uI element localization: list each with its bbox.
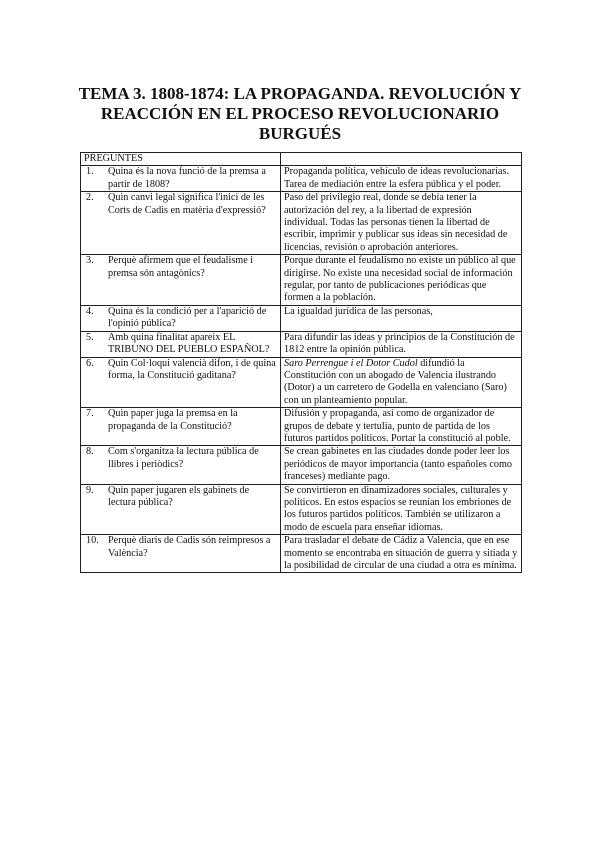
- answer-cell: [281, 357, 522, 408]
- question-cell: [81, 446, 281, 484]
- question-number: 2.: [86, 192, 94, 204]
- question-number: 1.: [86, 166, 94, 178]
- question-text: Quin paper juga la premsa en la propaganda de la Constitució?: [108, 408, 238, 432]
- answer-text: Se convirtieron en dinamizadores sociales, culturales y políticos. En estos espacios se reunían los embriones de los futuros partidos políticos. También se utilizaron a modo de escuela para enseñar idiomas.: [284, 484, 512, 533]
- question-cell: [81, 535, 281, 573]
- question-text: Perquè afirmem que el feudalisme i premsa són antagònics?: [108, 255, 254, 279]
- table-row: [81, 446, 522, 484]
- table-row: [81, 408, 522, 446]
- question-text: Perquè diaris de Cadis són reimpresos a València?: [108, 535, 271, 559]
- answer-text: Propaganda política, vehículo de ideas revolucionarias. Tarea de mediación entre la esfera pública y el poder.: [284, 166, 509, 190]
- question-text: Quin canvi legal significa l'inici de les Corts de Cadis en matèria d'expressió?: [108, 192, 266, 216]
- page-title: TEMA 3. 1808-1874: LA PROPAGANDA. REVOLUCIÓN Y REACCIÓN EN EL PROCESO REVOLUCIONARIO BURGUÉS: [78, 84, 522, 143]
- answer-cell: [281, 484, 522, 535]
- question-cell: [81, 357, 281, 408]
- answer-text: Difusión y propaganda, así como de organizador de grupos de debate y tertulia, punto de partida de los futuros partidos políticos. Portar la constitució al poble.: [284, 408, 511, 444]
- question-text: Quin paper jugaren els gabinets de lectura pública?: [108, 484, 250, 508]
- header-answers: [281, 153, 522, 166]
- answer-text: Para trasladar el debate de Cádiz a Valencia, que en ese momento se encontraba en situación de guerra y sitiada y la posibilidad de circular de una ciudad a otra es mínima.: [284, 535, 518, 571]
- table-row: [81, 305, 522, 331]
- question-number: 3.: [86, 255, 94, 267]
- question-text: Amb quina finalitat apareix EL TRIBUNO DEL PUEBLO ESPAÑOL?: [108, 331, 270, 356]
- question-cell: [81, 331, 281, 357]
- answer-cell: [281, 535, 522, 573]
- question-number: 9.: [86, 484, 94, 496]
- answer-text: Porque durante el feudalismo no existe un público al que dirigirse. No existe una necesidad social de información regular, por tanto de publicaciones periódicas que formen a la población.: [284, 255, 516, 304]
- table-header-row: [81, 153, 522, 166]
- question-text: Quina és la nova funció de la premsa a partir de 1808?: [108, 166, 266, 190]
- answer-cell: [281, 408, 522, 446]
- answer-cell: [281, 331, 522, 357]
- table-row: [81, 192, 522, 255]
- answer-cell: [281, 446, 522, 484]
- table-row: [81, 484, 522, 535]
- answer-italic-title: Saro Perrengue i el Dotor Cudol: [284, 357, 418, 369]
- questions-table: [80, 152, 522, 573]
- question-text: Quin Col·loqui valencià difon, i de quina forma, la Constitució gaditana?: [108, 357, 276, 381]
- question-number: 5.: [86, 331, 94, 343]
- question-number: 8.: [86, 446, 94, 458]
- answer-text: Paso del privilegio real, donde se debía tener la autorización del rey, a la libertad de expresión individual. Todas las personas tienen la libertad de escribir, imprimir y publicar sus ideas sin necesidad de licencias, revisión o aprobación anteriores.: [284, 192, 508, 253]
- answer-cell: [281, 305, 522, 331]
- answer-cell: [281, 255, 522, 306]
- answer-text: Se crean gabinetes en las ciudades donde poder leer los periódicos de mayor importancia (tanto españoles como franceses) mediante pago.: [284, 446, 513, 483]
- answer-text: La igualdad jurídica de las personas,: [284, 305, 433, 317]
- table-row: [81, 357, 522, 408]
- question-cell: [81, 408, 281, 446]
- answer-cell: [281, 192, 522, 255]
- table-row: [81, 331, 522, 357]
- answer-cell: [281, 166, 522, 192]
- answer-text: difundió la Constitución con un abogado de Valencia ilustrando (Dotor) a un carretero de Godella en valenciano (Saro) con un planteamiento popular.: [284, 357, 507, 406]
- question-number: 7.: [86, 408, 94, 420]
- question-text: Com s'organitza la lectura pública de llibres i periòdics?: [108, 446, 259, 470]
- question-number: 4.: [86, 305, 94, 317]
- header-questions: PREGUNTES: [81, 153, 281, 166]
- question-cell: [81, 484, 281, 535]
- table-row: [81, 166, 522, 192]
- question-cell: [81, 255, 281, 306]
- question-number: 10.: [86, 535, 99, 547]
- question-cell: [81, 192, 281, 255]
- table-row: [81, 255, 522, 306]
- question-cell: [81, 166, 281, 192]
- question-text: Quina és la condició per a l'aparició de l'opinió pública?: [108, 305, 267, 330]
- answer-text: Para difundir las ideas y principios de la Constitución de 1812 entre la opinión pública.: [284, 331, 515, 356]
- question-number: 6.: [86, 357, 94, 369]
- table-row: [81, 535, 522, 573]
- question-cell: [81, 305, 281, 331]
